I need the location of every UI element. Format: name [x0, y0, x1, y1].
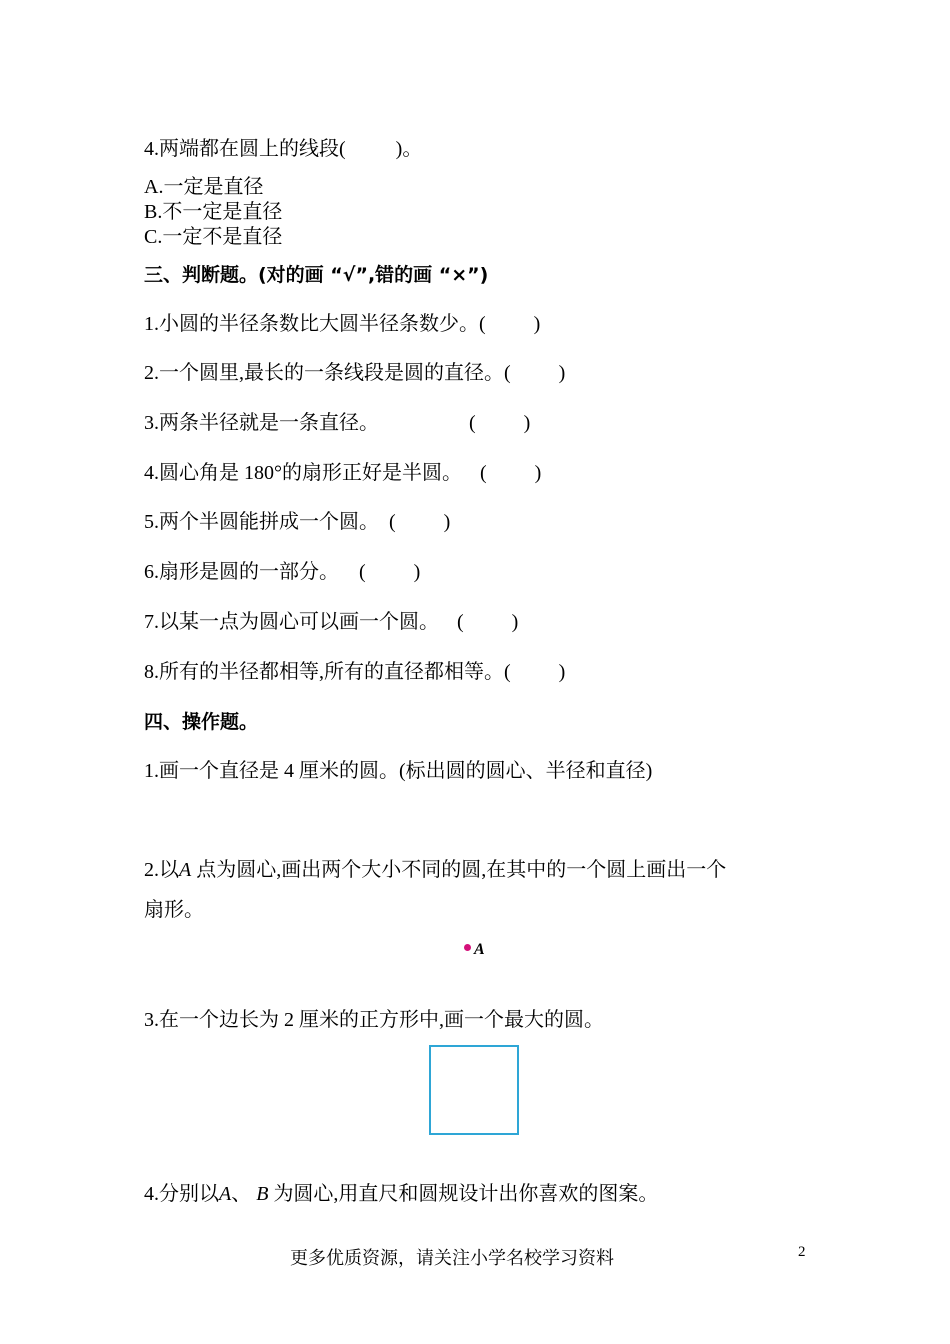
- judge-item-4: 4.圆心角是 180°的扇形正好是半圆。 ( ): [144, 462, 542, 484]
- page-number: 2: [798, 1244, 806, 1260]
- operation-q1: 1.画一个直径是 4 厘米的圆。(标出圆的圆心、半径和直径): [144, 760, 653, 782]
- option-b: B.不一定是直径: [144, 201, 283, 223]
- option-a: A.一定是直径: [144, 176, 264, 198]
- judge-item-6: 6.扇形是圆的一部分。 ( ): [144, 561, 421, 583]
- section-3-title: 三、判断题。(对的画 “√”,错的画 “×”): [144, 264, 489, 286]
- operation-q2-cont: 扇形。: [144, 899, 204, 921]
- option-c: C.一定不是直径: [144, 226, 283, 248]
- point-a-label: A: [474, 941, 485, 958]
- footer-text: 更多优质资源，请关注小学名校学习资料: [290, 1248, 614, 1269]
- judge-item-3: 3.两条半径就是一条直径。 ( ): [144, 412, 531, 434]
- section-4-title: 四、操作题。: [144, 711, 259, 733]
- mc-question-4: 4.两端都在圆上的线段( )。: [144, 138, 423, 160]
- judge-item-8: 8.所有的半径都相等,所有的直径都相等。( ): [144, 661, 566, 683]
- operation-q2: 2.以A 点为圆心,画出两个大小不同的圆,在其中的一个圆上画出一个: [144, 859, 727, 881]
- operation-q4: 4.分别以A、 B 为圆心,用直尺和圆规设计出你喜欢的图案。: [144, 1183, 659, 1205]
- judge-item-7: 7.以某一点为圆心可以画一个圆。 ( ): [144, 611, 519, 633]
- square-figure: [429, 1045, 519, 1135]
- operation-q3: 3.在一个边长为 2 厘米的正方形中,画一个最大的圆。: [144, 1009, 604, 1031]
- judge-item-2: 2.一个圆里,最长的一条线段是圆的直径。( ): [144, 362, 566, 384]
- point-a-dot: [464, 944, 471, 951]
- judge-item-1: 1.小圆的半径条数比大圆半径条数少。( ): [144, 313, 541, 335]
- judge-item-5: 5.两个半圆能拼成一个圆。 ( ): [144, 511, 451, 533]
